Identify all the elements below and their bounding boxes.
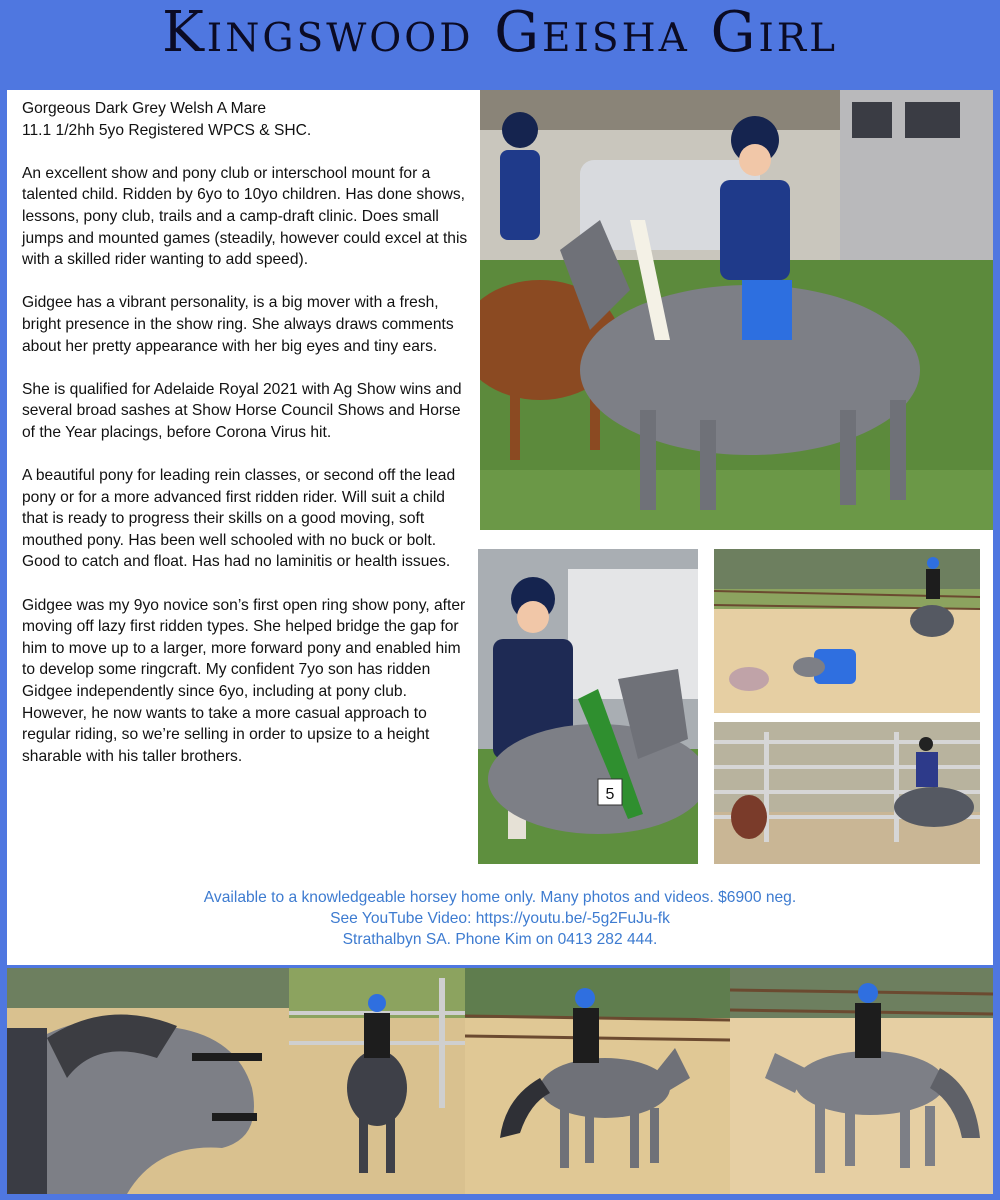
title-banner <box>0 0 1000 90</box>
intro-line-height: 11.1 1/2hh 5yo Registered WPCS & SHC. <box>22 121 312 139</box>
photo-arena-fall <box>714 549 980 713</box>
photo-child-with-sash <box>478 549 698 864</box>
paragraph-temperament: A beautiful pony for leading rein classes, or second off the lead pony or for a more advanced first ridden rider. Will suit a child that is ready to progress their skills on a good moving, soft mouthed pony. Has been well schooled with no buck or bolt. Good to catch and float. Has had no laminitis or health issues. <box>22 467 456 571</box>
contact-block <box>7 887 993 950</box>
photo-trot-left <box>730 968 993 1194</box>
description-text <box>22 98 472 789</box>
paragraph-personality: Gidgee has a vibrant personality, is a big mover with a fresh, bright presence in the show ring. She always draws comments about her pretty appearance with her big eyes and tiny ears. <box>22 294 454 355</box>
intro-line-breed: Gorgeous Dark Grey Welsh A Mare <box>22 100 267 117</box>
page-title: Kingswood Geisha Girl <box>161 0 839 65</box>
intro-paragraph <box>22 98 472 141</box>
youtube-link[interactable]: See YouTube Video: https://youtu.be/-5g2FuJu-fk <box>330 910 670 927</box>
paragraph-achievements: She is qualified for Adelaide Royal 2021 with Ag Show wins and several broad sashes at Show Horse Council Shows and Horse of the Year placings, before Corona Virus hit. <box>22 380 462 441</box>
photo-trot-front <box>289 968 465 1194</box>
availability-line: Available to a knowledgeable horsey home only. Many photos and videos. $6900 neg. <box>203 889 797 906</box>
photo-yard-calf <box>714 722 980 864</box>
photo-pony-headshot <box>7 968 289 1194</box>
photo-trot-side <box>465 968 730 1194</box>
paragraph-history: Gidgee was my 9yo novice son’s first open ring show pony, after moving off lazy first ridden types. She helped bridge the gap for him to move up to a larger, more forward pony and enabled him to develop some ringcraft. My confident 7yo son has ridden Gidgee independently since 6yo, including at pony club. However, he now wants to take a more casual approach to regular riding, so we’re selling in order to upsize to a height sharable with his taller brothers. <box>22 596 466 765</box>
paragraph-suitability: An excellent show and pony club or interschool mount for a talented child. Ridden by 6yo to 10yo children. Has done shows, lessons, pony club, trails and a camp-draft clinic. Does small jumps and mounted games (steadily, however could excel at this with a skilled rider wanting to add speed). <box>22 164 468 269</box>
rider-number: 5 <box>605 786 615 803</box>
photo-show-ring <box>480 90 993 530</box>
location-phone-line: Strathalbyn SA. Phone Kim on 0413 282 444. <box>342 931 658 948</box>
